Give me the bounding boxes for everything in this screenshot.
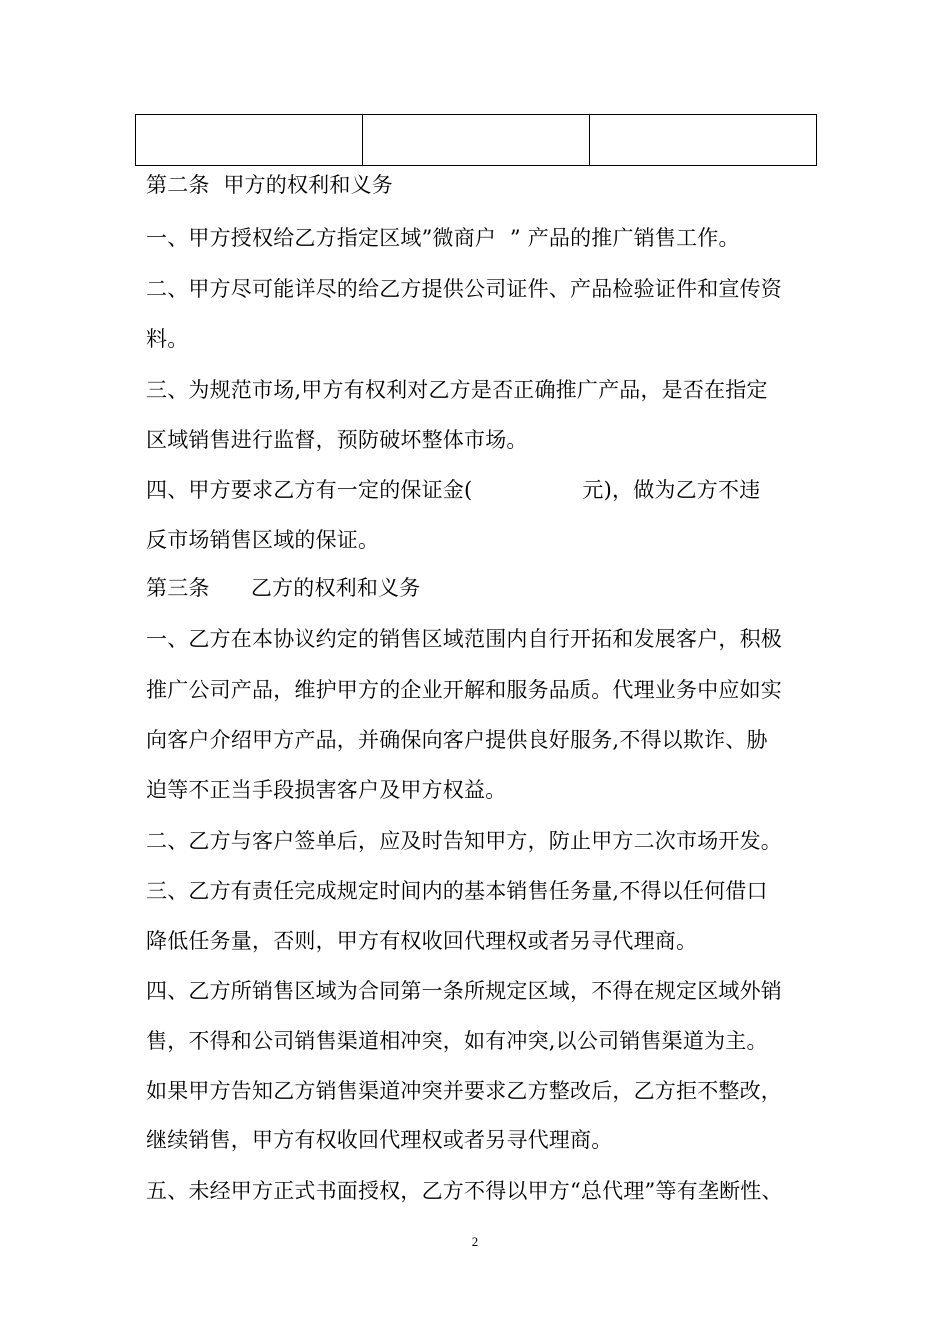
- paragraph-line: 四、甲方要求乙方有一定的保证金( 元)，做为乙方不违: [146, 478, 761, 502]
- paragraph-line: 四、乙方所销售区域为合同第一条所规定区域，不得在规定区域外销: [146, 979, 782, 1003]
- paragraph-line: 降低任务量，否则，甲方有权收回代理权或者另寻代理商。: [146, 929, 698, 953]
- contract-table-fragment: [135, 114, 817, 166]
- paragraph-line: 向客户介绍甲方产品，并确保向客户提供良好服务,不得以欺诈、胁: [146, 728, 768, 752]
- paragraph-line: 区域销售进行监督，预防破坏整体市场。: [146, 428, 528, 452]
- paragraph-line: 售，不得和公司销售渠道相冲突，如有冲突,以公司销售渠道为主。: [146, 1029, 768, 1053]
- paragraph-line: 五、未经甲方正式书面授权，乙方不得以甲方“总代理”等有垄断性、: [146, 1179, 783, 1203]
- page-number: 2: [471, 1234, 479, 1249]
- paragraph-line: 如果甲方告知乙方销售渠道冲突并要求乙方整改后，乙方拒不整改，: [146, 1079, 782, 1103]
- table-cell-1: [136, 115, 363, 166]
- table-row: [136, 115, 817, 166]
- paragraph-line: 继续销售，甲方有权收回代理权或者另寻代理商。: [146, 1128, 613, 1152]
- paragraph-line: 三、乙方有责任完成规定时间内的基本销售任务量,不得以任何借口: [146, 879, 768, 903]
- paragraph-line: 三、为规范市场,甲方有权利对乙方是否正确推广产品，是否在指定: [146, 378, 768, 402]
- paragraph-line: 一、乙方在本协议约定的销售区域范围内自行开拓和发展客户，积极: [146, 627, 782, 651]
- paragraph-line: 迫等不正当手段损害客户及甲方权益。: [146, 778, 507, 802]
- table-cell-2: [363, 115, 590, 166]
- article-3-heading: 第三条 乙方的权利和义务: [146, 576, 421, 600]
- paragraph-line: 料。: [146, 327, 189, 351]
- article-2-heading: 第二条 甲方的权利和义务: [146, 173, 393, 197]
- paragraph-line: 二、乙方与客户签单后，应及时告知甲方，防止甲方二次市场开发。: [146, 829, 782, 853]
- paragraph-line: 二、甲方尽可能详尽的给乙方提供公司证件、产品检验证件和宣传资: [146, 277, 782, 301]
- table-cell-3: [590, 115, 817, 166]
- paragraph-line: 一、甲方授权给乙方指定区域”微商户 ” 产品的推广销售工作。: [146, 226, 740, 250]
- paragraph-line: 反市场销售区域的保证。: [146, 528, 380, 552]
- paragraph-line: 推广公司产品，维护甲方的企业开解和服务品质。代理业务中应如实: [146, 678, 782, 702]
